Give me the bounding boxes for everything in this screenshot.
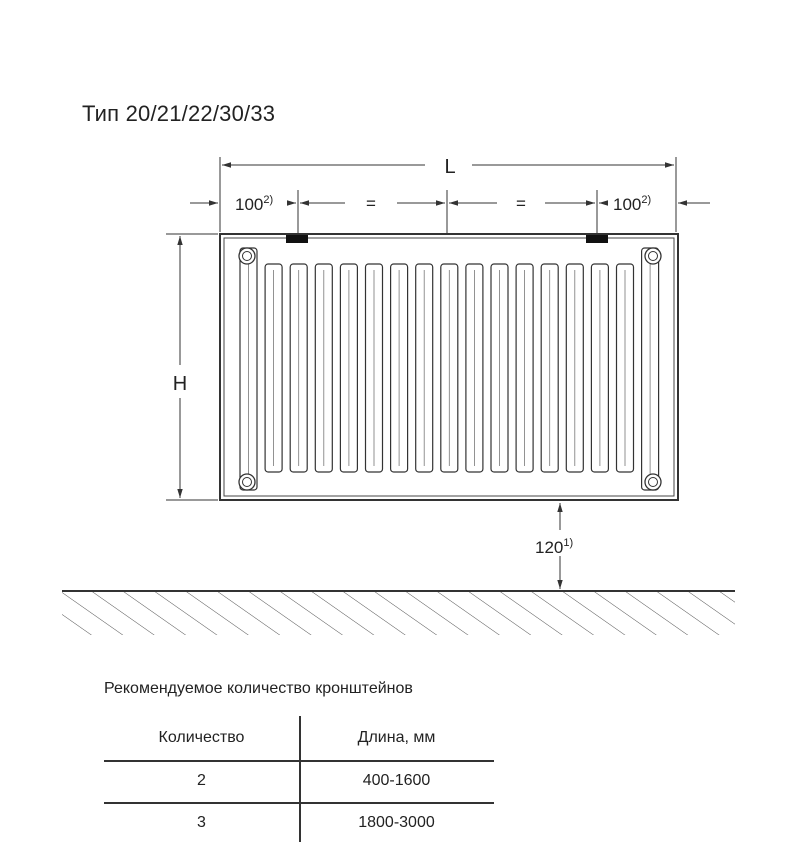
floor-hatch bbox=[62, 591, 735, 635]
plug-bottom-left-icon bbox=[239, 474, 255, 490]
floor-gap-value: 120 bbox=[535, 538, 564, 557]
right-offset-note: 2) bbox=[641, 194, 652, 206]
height-label: H bbox=[172, 373, 188, 395]
radiator-panel bbox=[220, 234, 678, 500]
bracket-left bbox=[286, 235, 308, 243]
floor-gap-dimension bbox=[535, 503, 573, 589]
plug-top-right-icon bbox=[645, 248, 661, 264]
left-offset-value: 100 bbox=[235, 195, 264, 214]
left-offset-note: 2) bbox=[263, 194, 274, 206]
right-offset-value: 100 bbox=[613, 195, 642, 214]
svg-text:1002) bbox=[235, 194, 273, 214]
header-length: Длина, мм bbox=[357, 729, 436, 746]
table-column-divider bbox=[299, 716, 301, 842]
row-quantity: 3 bbox=[197, 814, 206, 831]
row-length: 1800-3000 bbox=[358, 814, 435, 831]
table-title: Рекомендуемое количество кронштейнов bbox=[104, 680, 413, 697]
length-dimension bbox=[220, 156, 676, 232]
svg-text:1002) bbox=[613, 194, 651, 214]
header-quantity: Количество bbox=[158, 729, 245, 746]
radiator-ribs bbox=[240, 248, 659, 490]
height-dimension bbox=[166, 234, 218, 500]
bracket-right bbox=[586, 235, 608, 243]
equal-sign-left: = bbox=[366, 194, 376, 213]
floor-gap-note: 1) bbox=[563, 537, 574, 549]
svg-text:1201) bbox=[535, 537, 573, 557]
table-divider bbox=[104, 802, 494, 804]
length-label: L bbox=[444, 156, 456, 178]
row-quantity: 2 bbox=[197, 772, 206, 789]
plug-bottom-right-icon bbox=[645, 474, 661, 490]
plug-top-left-icon bbox=[239, 248, 255, 264]
row-length: 400-1600 bbox=[362, 772, 431, 789]
table-divider bbox=[104, 760, 494, 762]
brackets-table bbox=[104, 716, 494, 844]
bracket-spacing-dimension bbox=[190, 190, 710, 238]
equal-sign-right: = bbox=[516, 194, 526, 213]
diagram-title: Тип 20/21/22/30/33 bbox=[82, 101, 276, 126]
